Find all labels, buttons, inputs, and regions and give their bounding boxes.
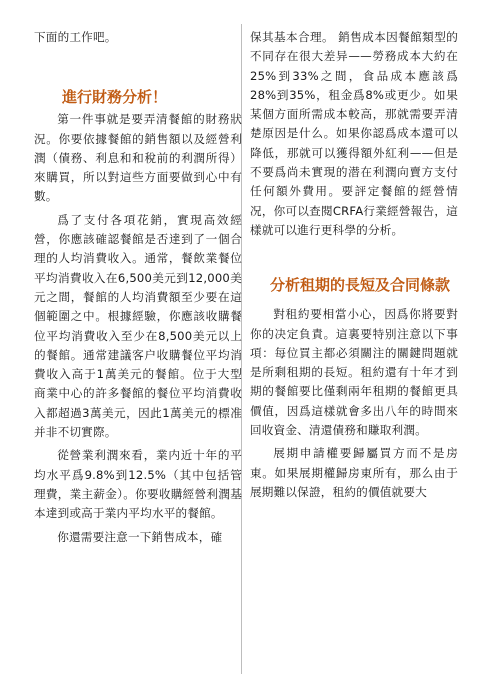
left-column bbox=[34, 28, 242, 547]
right-column bbox=[250, 28, 458, 502]
paragraph: 對租約要相當小心，因爲你將要對你的决定負責。這裏要特别注意以下事項：每位買主都必須關注的關鍵問題就是所剩租期的長短。租約還有十年才到期的餐館要比僅剩兩年租期的餐館更具價值，因爲這樣就會多出八年的時間來回收資金、清還債務和賺取利潤。 bbox=[250, 307, 458, 438]
paragraph: 第一件事就是要弄清餐館的財務狀況。你要依據餐館的銷售額以及經營利潤（債務、利息和和稅前的利潤所得）來購買，所以對這些方面要做到心中有數。 bbox=[34, 112, 242, 204]
paragraph: 爲了支付各項花銷，實現高效經營，你應該確認餐館是否達到了一個合理的人均消費收入。通常，餐飲業餐位平均消費收入在6,500美元到12,000美元之間，餐館的人均消費額至少要在這個範圍之中。根據經驗，你應該收購餐位平均消費收入至少在8,500美元以上的餐館。通常建議客户收購餐位平均消費收入高于1萬美元的餐館。位于大型商業中心的許多餐館的餐位平均消費收入都超過3萬美元，因此1萬美元的標准并非不切實際。 bbox=[34, 212, 242, 440]
paragraph: 從營業利潤來看，業内近十年的平均水平爲9.8%到12.5%（其中包括管理費，業主薪金）。你要收購經營利潤基本達到或高于業内平均水平的餐館。 bbox=[34, 448, 242, 521]
intro-line: 下面的工作吧。 bbox=[34, 30, 117, 44]
paragraph: 保其基本合理。 銷售成本因餐館類型的不同存在很大差异——勞務成本大約在25%到33%之間，食品成本應該爲28%到35%，租金爲8%或更少。如果某個方面所需成本較高，那就需要弄清楚原因是什么。如果你認爲成本還可以降低，那就可以獲得額外紅利——但是不要爲尚未實現的潜在利潤向賣方支付任何額外費用。要評定餐館的經營情况，你可以查閱CRFA行業經營報告，這樣就可以進行更科學的分析。 bbox=[250, 30, 458, 237]
section-heading-financial-analysis: 進行財務分析！ bbox=[62, 88, 168, 107]
section-heading-lease-terms: 分析租期的長短及合同條款 bbox=[270, 276, 451, 295]
paragraph: 展期申請權要歸屬買方而不是房東。如果展期權歸房東所有，那么由于展期難以保證，租約的價值就要大 bbox=[250, 446, 458, 499]
paragraph: 你還需要注意一下銷售成本，確 bbox=[57, 529, 223, 544]
